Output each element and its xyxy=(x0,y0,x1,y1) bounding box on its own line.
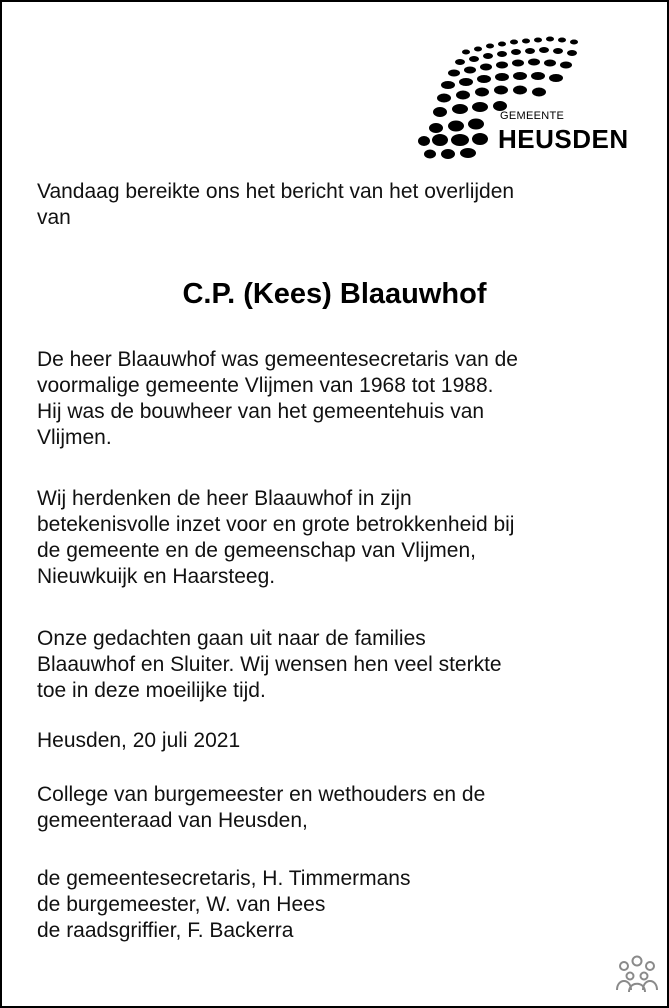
paragraph-remembrance: Wij herdenken de heer Blaauwhof in zijn betekenisvolle inzet voor en grote betrokkenheid bij de gemeente en de gemeenschap van Vlijmen, Nieuwkuijk en Haarsteeg. xyxy=(37,487,515,588)
logo-title: HEUSDEN xyxy=(498,124,629,154)
signatories-list: de gemeentesecretaris, H. Timmermans de burgemeester, W. van Hees de raadsgriffier, F. Backerra xyxy=(37,867,411,942)
paragraph-career: De heer Blaauwhof was gemeentesecretaris van de voormalige gemeente Vlijmen van 1968 tot 1988. Hij was de bouwheer van het gemeentehuis van Vlijmen. xyxy=(37,348,518,449)
intro-text: Vandaag bereikte ons het bericht van het overlijden van xyxy=(37,180,515,229)
logo-subtitle: GEMEENTE xyxy=(500,110,565,122)
gemeente-heusden-logo xyxy=(414,32,642,162)
paragraph-condolence: Onze gedachten gaan uit naar de families Blaauwhof en Sluiter. Wij wensen hen veel sterkte toe in deze moeilijke tijd. xyxy=(37,627,502,702)
signatories-intro: College van burgemeester en wethouders en de gemeenteraad van Heusden, xyxy=(37,783,486,832)
people-group-icon xyxy=(614,954,660,996)
place-date: Heusden, 20 juli 2021 xyxy=(37,729,241,752)
deceased-name: C.P. (Kees) Blaauwhof xyxy=(182,278,487,310)
